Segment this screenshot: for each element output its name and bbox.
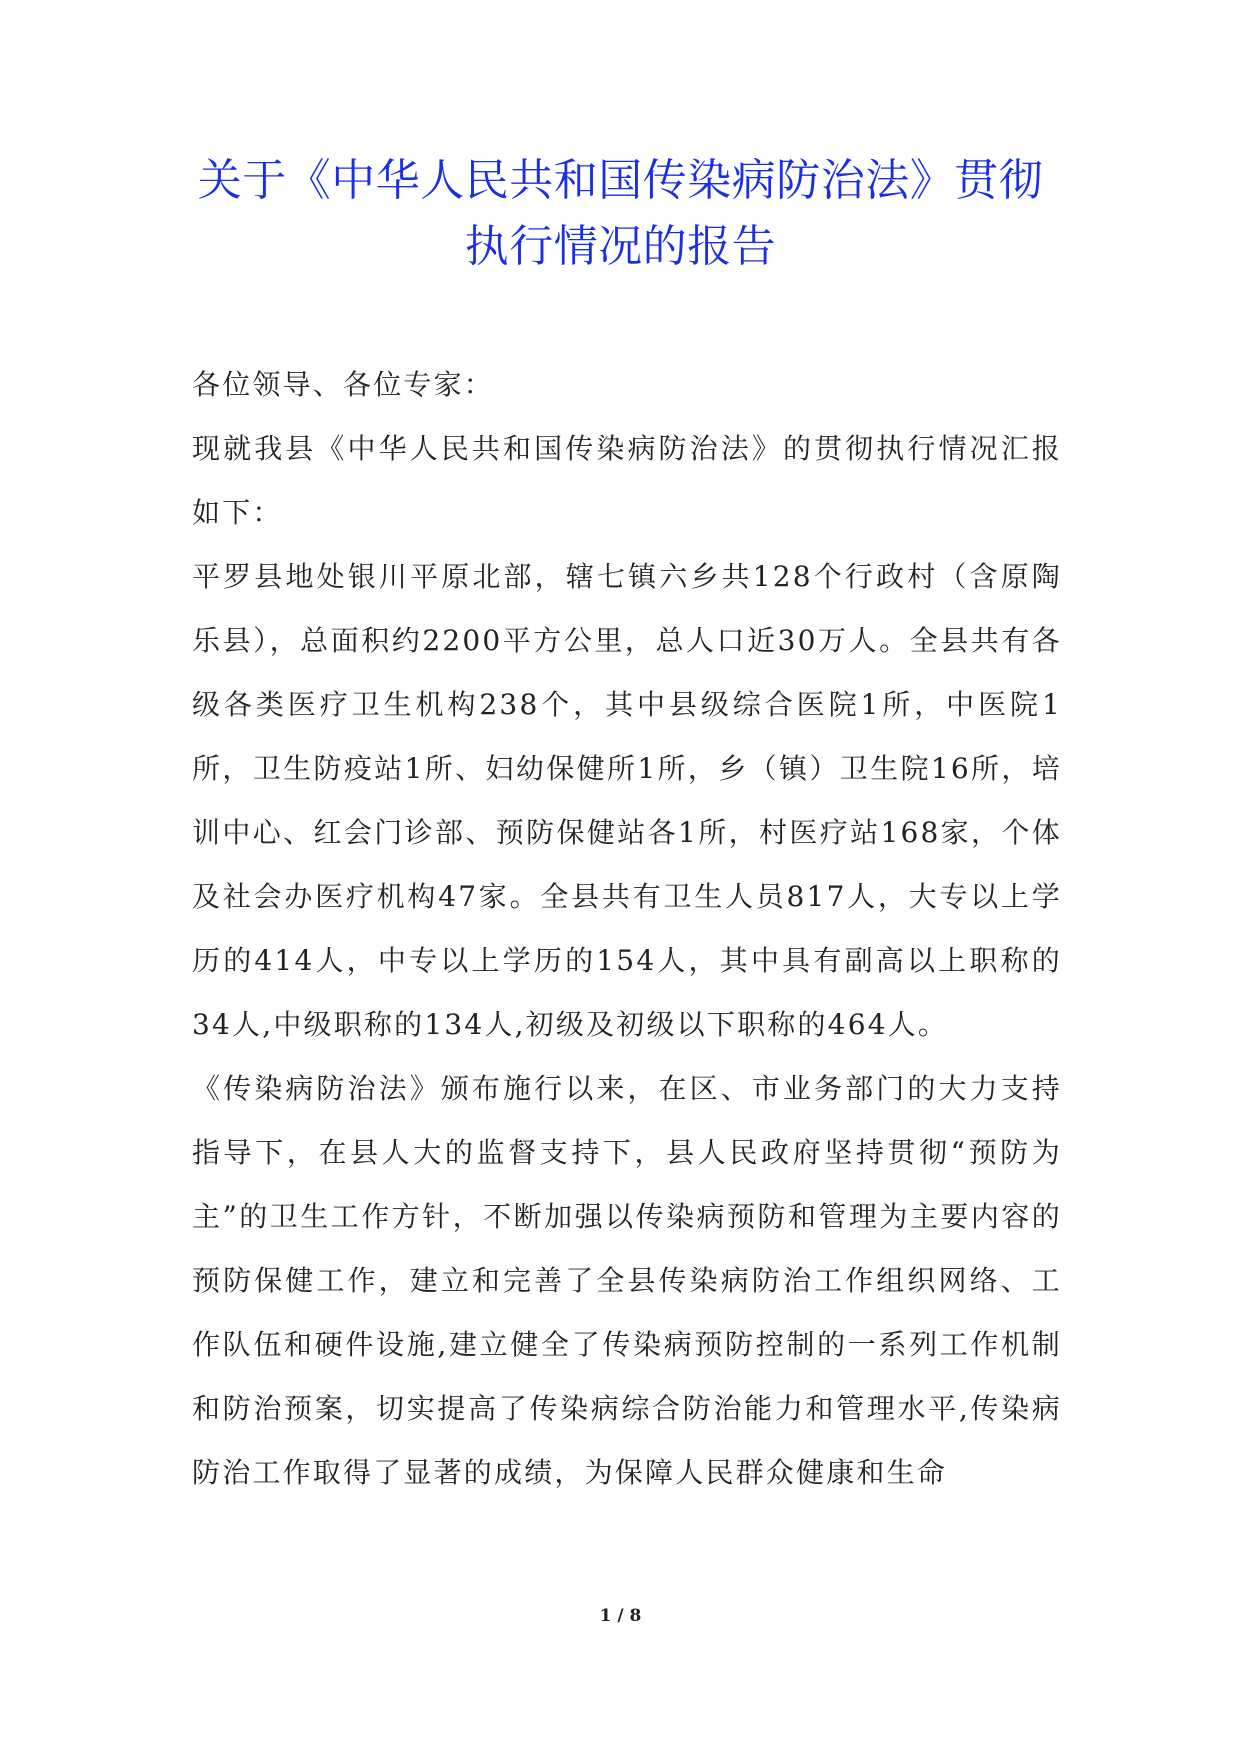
intro-paragraph: 现就我县《中华人民共和国传染病防治法》的贯彻执行情况汇报如下： [192,432,1062,529]
title-line-2: 执行情况的报告 [464,221,777,272]
county-overview-paragraph: 平罗县地处银川平原北部，辖七镇六乡共128个行政村（含原陶乐县），总面积约2200平方公里，总人口近30万人。全县共有各级各类医疗卫生机构238个，其中县级综合医院1所，中医院1所，卫生防疫站1所、妇幼保健所1所，乡（镇）卫生院16所，培训中心、红会门诊部、预防保健站各1所，村医疗站168家，个体及社会办医疗机构47家。全县共有卫生人员817人，大专以上学历的414人，中专以上学历的154人，其中具有副高以上职称的34人,中级职称的134人,初级及初级以下职称的464人。 [192,560,1062,1041]
implementation-paragraph: 《传染病防治法》颁布施行以来，在区、市业务部门的大力支持指导下，在县人大的监督支持下，县人民政府坚持贯彻“预防为主”的卫生工作方针，不断加强以传染病预防和管理为主要内容的预防保健工作，建立和完善了全县传染病防治工作组织网络、工作队伍和硬件设施,建立健全了传染病预防控制的一系列工作机制和防治预案，切实提高了传染病综合防治能力和管理水平,传染病防治工作取得了显著的成绩，为保障人民群众健康和生命 [192,1072,1062,1489]
salutation-paragraph: 各位领导、各位专家： [192,368,495,401]
title-line-1: 关于《中华人民共和国传染病防治法》贯彻 [197,155,1044,206]
document-title [150,148,1091,280]
document-body [192,353,1062,1505]
page-number: 1 / 8 [599,1606,642,1626]
